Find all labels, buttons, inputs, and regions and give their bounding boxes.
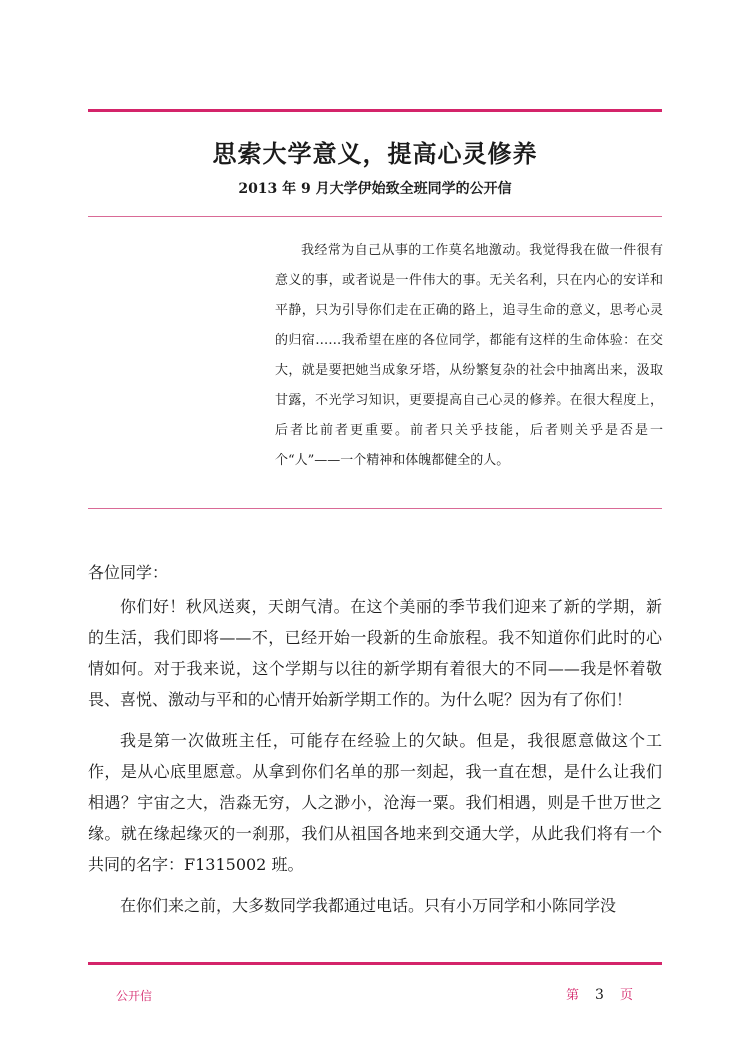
letter-body bbox=[88, 591, 662, 931]
page-prefix: 第 bbox=[566, 988, 580, 1003]
page-suffix: 页 bbox=[619, 988, 633, 1003]
page-subtitle: 2013 年 9 月大学伊始致全班同学的公开信 bbox=[238, 181, 512, 197]
letter-paragraph: 我是第一次做班主任，可能存在经验上的欠缺。但是，我很愿意做这个工作，是从心底里愿意。从拿到你们名单的那一刻起，我一直在想，是什么让我们相遇？宇宙之大，浩淼无穷，人之渺小，沧海一粟。我们相遇，则是千世万世之缘。就在缘起缘灭的一刹那，我们从祖国各地来到交通大学，从此我们将有一个共同的名字：F1315002 班。 bbox=[88, 731, 662, 874]
title-divider bbox=[88, 216, 662, 217]
page-number: 3 bbox=[595, 987, 604, 1003]
epigraph-quote bbox=[275, 236, 663, 476]
top-rule bbox=[88, 109, 662, 112]
page-number-block bbox=[566, 984, 633, 1003]
footer-label: 公开信 bbox=[116, 989, 153, 1003]
page-title: 思索大学意义，提高心灵修养 bbox=[212, 140, 538, 168]
quote-divider bbox=[88, 508, 662, 509]
letter-greeting: 各位同学： bbox=[88, 563, 169, 582]
letter-paragraph: 你们好！秋风送爽，天朗气清。在这个美丽的季节我们迎来了新的学期，新的生活，我们即将——不，已经开始一段新的生命旅程。我不知道你们此时的心情如何。对于我来说，这个学期与以往的新学期有着很大的不同——我是怀着敬畏、喜悦、激动与平和的心情开始新学期工作的。为什么呢？因为有了你们！ bbox=[88, 597, 662, 709]
quote-text: 我经常为自己从事的工作莫名地激动。我觉得我在做一件很有意义的事，或者说是一件伟大的事。无关名利，只在内心的安详和平静，只为引导你们走在正确的路上，追寻生命的意义，思考心灵的归宿……我希望在座的各位同学，都能有这样的生命体验：在交大，就是要把她当成象牙塔，从纷繁复杂的社会中抽离出来，汲取甘露，不光学习知识，更要提高自己心灵的修养。在很大程度上，后者比前者更重要。前者只关乎技能，后者则关乎是否是一个“人”——一个精神和体魄都健全的人。 bbox=[275, 243, 663, 468]
letter-paragraph: 在你们来之前，大多数同学我都通过电话。只有小万同学和小陈同学没 bbox=[120, 896, 617, 915]
bottom-rule bbox=[88, 962, 662, 965]
